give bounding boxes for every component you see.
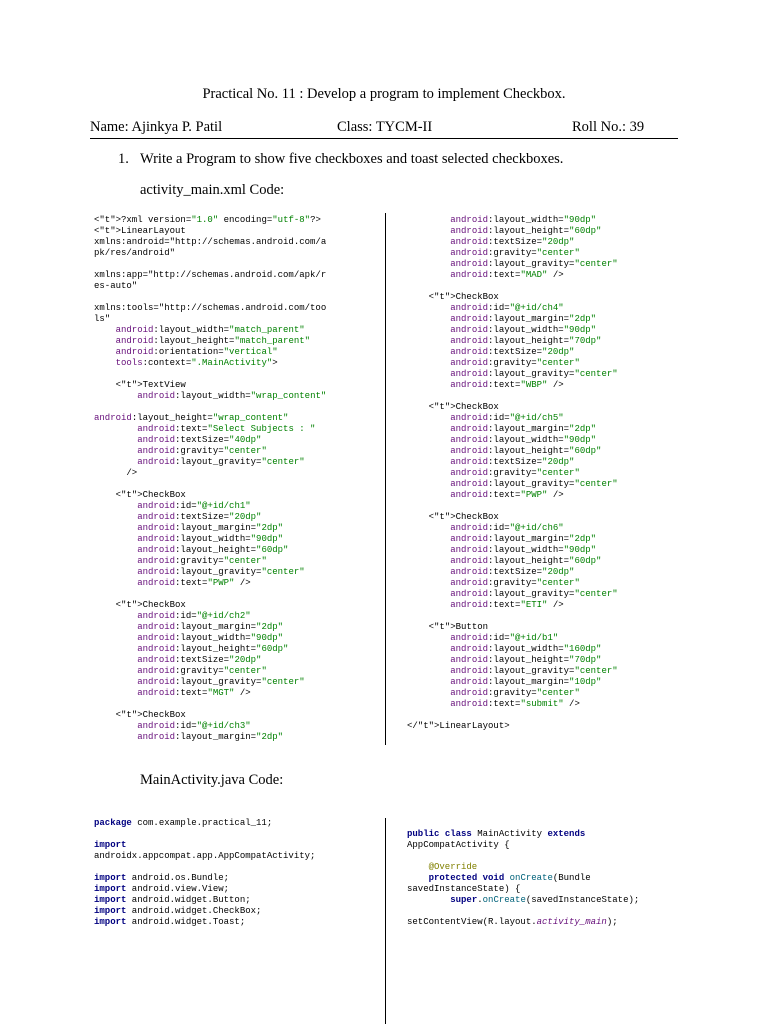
code-line: </"t">LinearLayout> (407, 721, 510, 731)
code-line: android:layout_gravity="center" (137, 457, 305, 467)
code-line: ls" (94, 314, 111, 324)
code-line: <"t">CheckBox (407, 402, 499, 412)
code-line: android:text="PWP" /> (137, 578, 251, 588)
code-line: android:layout_height="60dp" (450, 556, 602, 566)
code-line: android:layout_width="90dp" (450, 215, 597, 225)
code-line: android:layout_width="match_parent" (115, 325, 305, 335)
code-line: android:gravity="center" (450, 248, 580, 258)
code-line: android:layout_height="60dp" (450, 226, 602, 236)
code-line: android:id="@+id/ch4" (450, 303, 564, 313)
code-line: android:id="@+id/ch3" (137, 721, 251, 731)
code-line: android:layout_width="160dp" (450, 644, 602, 654)
header-divider (90, 138, 678, 139)
code-line: <"t">CheckBox (94, 600, 186, 610)
code-line: android:layout_height="70dp" (450, 336, 602, 346)
code-line: pk/res/android" (94, 248, 176, 258)
code-line: <"t">CheckBox (407, 512, 499, 522)
code-line: android:layout_height="70dp" (450, 655, 602, 665)
code-line (407, 710, 618, 721)
code-line: android:layout_gravity="center" (450, 589, 618, 599)
code-line: android:textSize="20dp" (137, 655, 262, 665)
code-line: package com.example.practical_11; (94, 818, 273, 828)
code-line (407, 851, 639, 862)
code-line: setContentView(R.layout.activity_main); (407, 917, 618, 927)
code-line: android:orientation="vertical" (115, 347, 278, 357)
code-line: android:textSize="40dp" (137, 435, 262, 445)
code-line: android:layout_width="90dp" (450, 435, 597, 445)
student-name: Name: Ajinkya P. Patil (90, 119, 223, 135)
code-line: android:layout_margin="2dp" (450, 314, 597, 324)
code-line: android:layout_margin="2dp" (450, 534, 597, 544)
code-line: xmlns:android="http://schemas.android.com/a (94, 237, 327, 247)
java-heading: MainActivity.java Code: (140, 772, 284, 788)
code-line: android:textSize="20dp" (450, 457, 575, 467)
code-line: android:gravity="center" (450, 358, 580, 368)
code-line: android:gravity="center" (137, 556, 267, 566)
code-line (407, 906, 639, 917)
code-line: <"t">Button (407, 622, 489, 632)
code-line: android:layout_width="wrap_content" (137, 391, 327, 401)
code-line: xmlns:tools="http://schemas.android.com/too (94, 303, 327, 313)
code-line: android:layout_margin="2dp" (137, 622, 284, 632)
code-line: android:layout_gravity="center" (450, 666, 618, 676)
code-line: import android.widget.CheckBox; (94, 906, 262, 916)
code-line: public class MainActivity extends (407, 829, 586, 839)
question-number: 1. (118, 151, 129, 167)
code-line: super.onCreate(savedInstanceState); (450, 895, 640, 905)
code-line: android:layout_margin="2dp" (137, 732, 284, 742)
code-line: AppCompatActivity { (407, 840, 510, 850)
code-line: android:layout_gravity="center" (450, 479, 618, 489)
java-code-column-right (407, 829, 639, 928)
code-line: android:text="MAD" /> (450, 270, 564, 280)
code-line: android:layout_gravity="center" (450, 369, 618, 379)
code-line: android:text="submit" /> (450, 699, 580, 709)
code-line (94, 699, 326, 710)
code-line: android:text="MGT" /> (137, 688, 251, 698)
code-line: android:text="ETI" /> (450, 600, 564, 610)
code-line (407, 611, 618, 622)
code-line: android:layout_height="60dp" (137, 644, 289, 654)
code-line: android:id="@+id/ch5" (450, 413, 564, 423)
code-line: <"t">CheckBox (94, 490, 186, 500)
code-line (94, 369, 326, 380)
code-line (94, 479, 326, 490)
code-line: android:gravity="center" (450, 688, 580, 698)
code-line: import (94, 840, 127, 850)
code-line (94, 589, 326, 600)
code-line: android:id="@+id/ch2" (137, 611, 251, 621)
code-line: android:layout_margin="2dp" (450, 424, 597, 434)
xml-column-divider (385, 213, 386, 745)
question-text: Write a Program to show five checkboxes and toast selected checkboxes. (140, 151, 564, 167)
code-line: <"t">LinearLayout (94, 226, 186, 236)
code-line: android:gravity="center" (450, 468, 580, 478)
code-line (407, 391, 618, 402)
code-line: android:layout_gravity="center" (137, 567, 305, 577)
code-line: android:layout_height="wrap_content" (94, 413, 289, 423)
code-line: es-auto" (94, 281, 138, 291)
code-line: android:gravity="center" (450, 578, 580, 588)
xml-heading: activity_main.xml Code: (140, 182, 285, 198)
code-line: android:layout_margin="10dp" (450, 677, 602, 687)
code-line: android:layout_gravity="center" (450, 259, 618, 269)
code-line: import android.view.View; (94, 884, 230, 894)
code-line (94, 402, 326, 413)
code-line: @Override (407, 862, 478, 872)
code-line: <"t">CheckBox (407, 292, 499, 302)
code-line: android:layout_width="90dp" (137, 534, 284, 544)
code-line: import android.widget.Button; (94, 895, 251, 905)
code-line: android:id="@+id/ch6" (450, 523, 564, 533)
code-line: android:textSize="20dp" (450, 567, 575, 577)
code-line: android:text="WBP" /> (450, 380, 564, 390)
code-line: /> (94, 468, 138, 478)
code-line (407, 501, 618, 512)
code-line: <"t">?xml version="1.0" encoding="utf-8"?> (94, 215, 321, 225)
code-line: android:textSize="20dp" (137, 512, 262, 522)
code-line (94, 862, 315, 873)
page-title: Practical No. 11 : Develop a program to implement Checkbox. (202, 86, 566, 102)
code-line: <"t">CheckBox (94, 710, 186, 720)
code-line: android:layout_height="match_parent" (115, 336, 311, 346)
code-line: android:gravity="center" (137, 666, 267, 676)
code-line: <"t">TextView (94, 380, 186, 390)
code-line (407, 281, 618, 292)
code-line: android:layout_margin="2dp" (137, 523, 284, 533)
code-line: android:id="@+id/ch1" (137, 501, 251, 511)
code-line (94, 829, 315, 840)
code-line: tools:context=".MainActivity"> (115, 358, 278, 368)
code-line: android:layout_height="60dp" (137, 545, 289, 555)
xml-code-column-right (407, 215, 618, 732)
code-line: protected void onCreate(Bundle (428, 873, 591, 883)
java-column-divider (385, 818, 386, 1024)
code-line: android:textSize="20dp" (450, 237, 575, 247)
roll-number: Roll No.: 39 (572, 119, 645, 135)
code-line (94, 259, 326, 270)
code-line: android:id="@+id/b1" (450, 633, 559, 643)
code-line: android:layout_width="90dp" (450, 545, 597, 555)
code-line: import android.widget.Toast; (94, 917, 246, 927)
code-line: android:text="PWP" /> (450, 490, 564, 500)
code-line: savedInstanceState) { (407, 884, 521, 894)
code-line: android:text="Select Subjects : " (137, 424, 316, 434)
question (118, 151, 563, 168)
code-line: android:textSize="20dp" (450, 347, 575, 357)
code-line: android:layout_height="60dp" (450, 446, 602, 456)
code-line: xmlns:app="http://schemas.android.com/apk/r (94, 270, 327, 280)
code-line (94, 292, 326, 303)
code-line: android:layout_width="90dp" (450, 325, 597, 335)
code-line: import android.os.Bundle; (94, 873, 230, 883)
code-line: android:layout_width="90dp" (137, 633, 284, 643)
code-line: android:gravity="center" (137, 446, 267, 456)
student-class: Class: TYCM-II (337, 119, 433, 135)
java-code-column-left (94, 818, 315, 928)
xml-code-column-left (94, 215, 326, 743)
code-line: androidx.appcompat.app.AppCompatActivity; (94, 851, 316, 861)
code-line: android:layout_gravity="center" (137, 677, 305, 687)
